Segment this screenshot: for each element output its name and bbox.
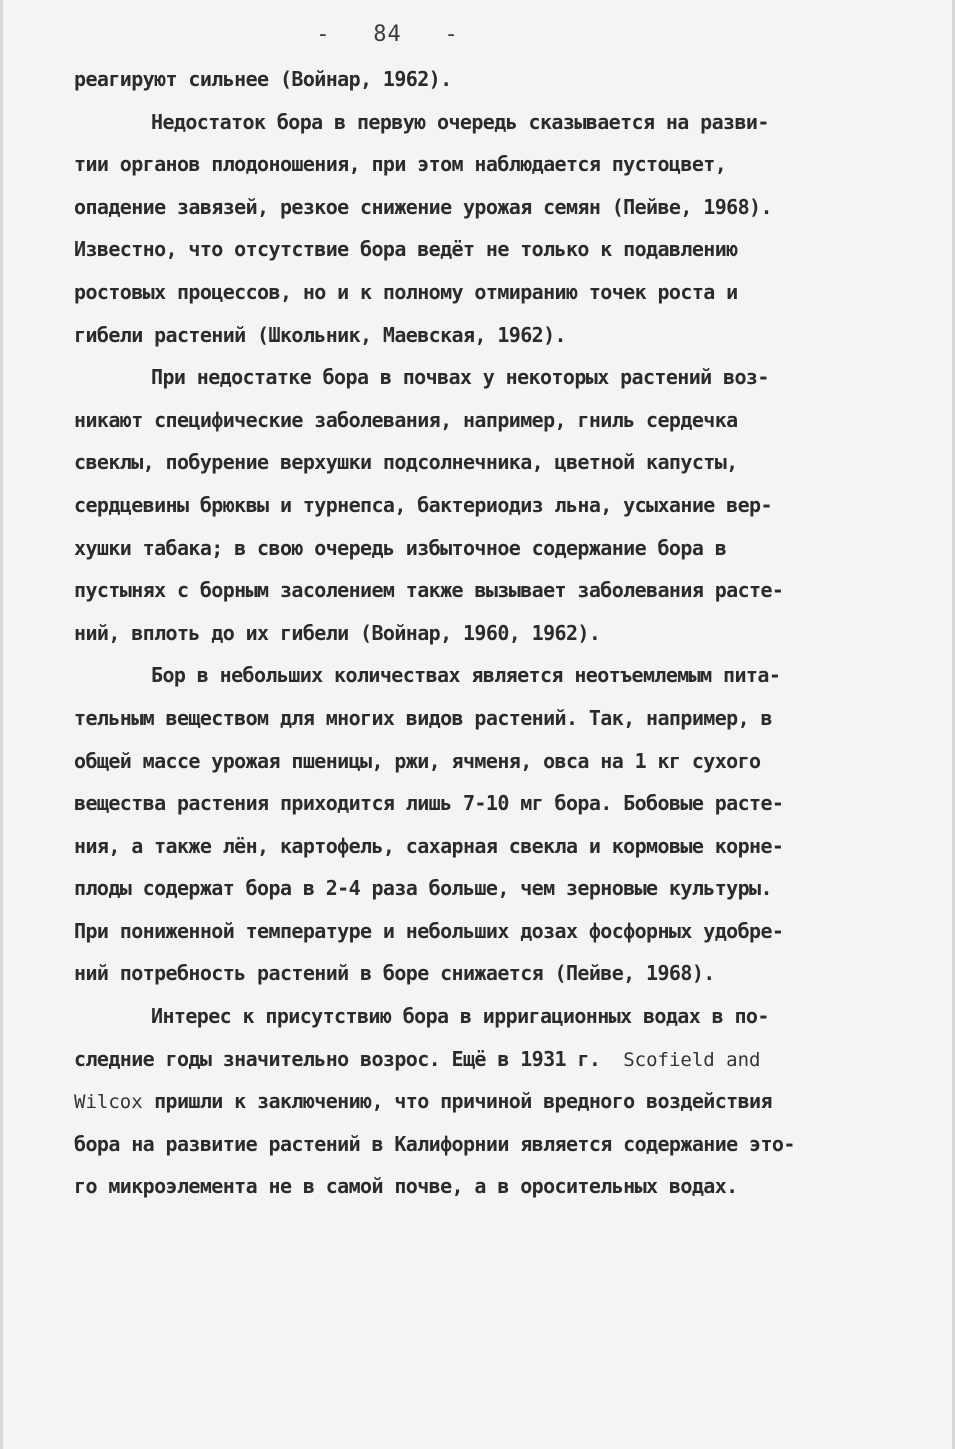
text-line: Бор в небольших количествах является неотъемлемым пита- <box>151 663 781 688</box>
text-line: свеклы, побурение верхушки подсолнечника, цветной капусты, <box>74 450 738 475</box>
text-segment: пришли к заключению, что причиной вредного воздействия <box>154 1089 772 1114</box>
text-line: реагируют сильнее (Войнар, 1962). <box>74 67 452 91</box>
text-line: опадение завязей, резкое снижение урожая семян (Пейве, 1968). <box>74 194 772 219</box>
text-line: При недостатке бора в почвах у некоторых растений воз- <box>151 365 769 390</box>
text-line: ростовых процессов, но и к полному отмиранию точек роста и <box>74 279 738 304</box>
latin-author-names: Wilcox <box>74 1091 143 1114</box>
text-line: пустынях с борным засолением также вызывает заболевания расте- <box>74 578 784 603</box>
text-line: вещества растения приходится лишь 7-10 мг бора. Бобовые расте- <box>74 791 784 816</box>
text-line: ний потребность растений в боре снижается (Пейве, 1968). <box>74 961 715 986</box>
text-line-with-latin <box>74 1038 884 1081</box>
text-segment: следние годы значительно возрос. Ещё в 1931 г. <box>74 1046 601 1071</box>
body-text <box>74 58 884 1208</box>
latin-author-names: Scofield and <box>623 1048 761 1071</box>
text-line: При пониженной температуре и небольших дозах фосфорных удобре- <box>74 918 784 943</box>
text-line: ний, вплоть до их гибели (Войнар, 1960, 1962). <box>74 620 601 645</box>
text-line: гибели растений (Школьник, Маевская, 1962). <box>74 322 566 347</box>
text-line: Интерес к присутствию бора в ирригационных водах в по- <box>151 1004 769 1029</box>
text-line: сердцевины брюквы и турнепса, бактериодиз льна, усыхание вер- <box>74 492 772 517</box>
text-line: общей массе урожая пшеницы, ржи, ячменя, овса на 1 кг сухого <box>74 748 761 773</box>
text-line: тельным веществом для многих видов растений. Так, например, в <box>74 705 772 730</box>
text-line: тии органов плодоношения, при этом наблюдается пустоцвет, <box>74 152 727 177</box>
text-line: Известно, что отсутствие бора ведёт не только к подавлению <box>74 237 738 262</box>
text-line: плоды содержат бора в 2-4 раза больше, чем зерновые культуры. <box>74 876 772 901</box>
text-line: ния, а также лён, картофель, сахарная свекла и кормовые корне- <box>74 833 784 858</box>
text-line: бора на развитие растений в Калифорнии является содержание это- <box>74 1131 795 1156</box>
text-line: никают специфические заболевания, например, гниль сердечка <box>74 407 738 432</box>
text-line: Недостаток бора в первую очередь сказывается на разви- <box>151 109 769 134</box>
page-number: - 84 - <box>316 22 459 47</box>
text-line: хушки табака; в свою очередь избыточное содержание бора в <box>74 535 727 560</box>
text-line-with-latin <box>74 1080 884 1123</box>
scan-border-left <box>0 0 3 1449</box>
text-line: го микроэлемента не в самой почве, а в оросительных водах. <box>74 1174 738 1199</box>
